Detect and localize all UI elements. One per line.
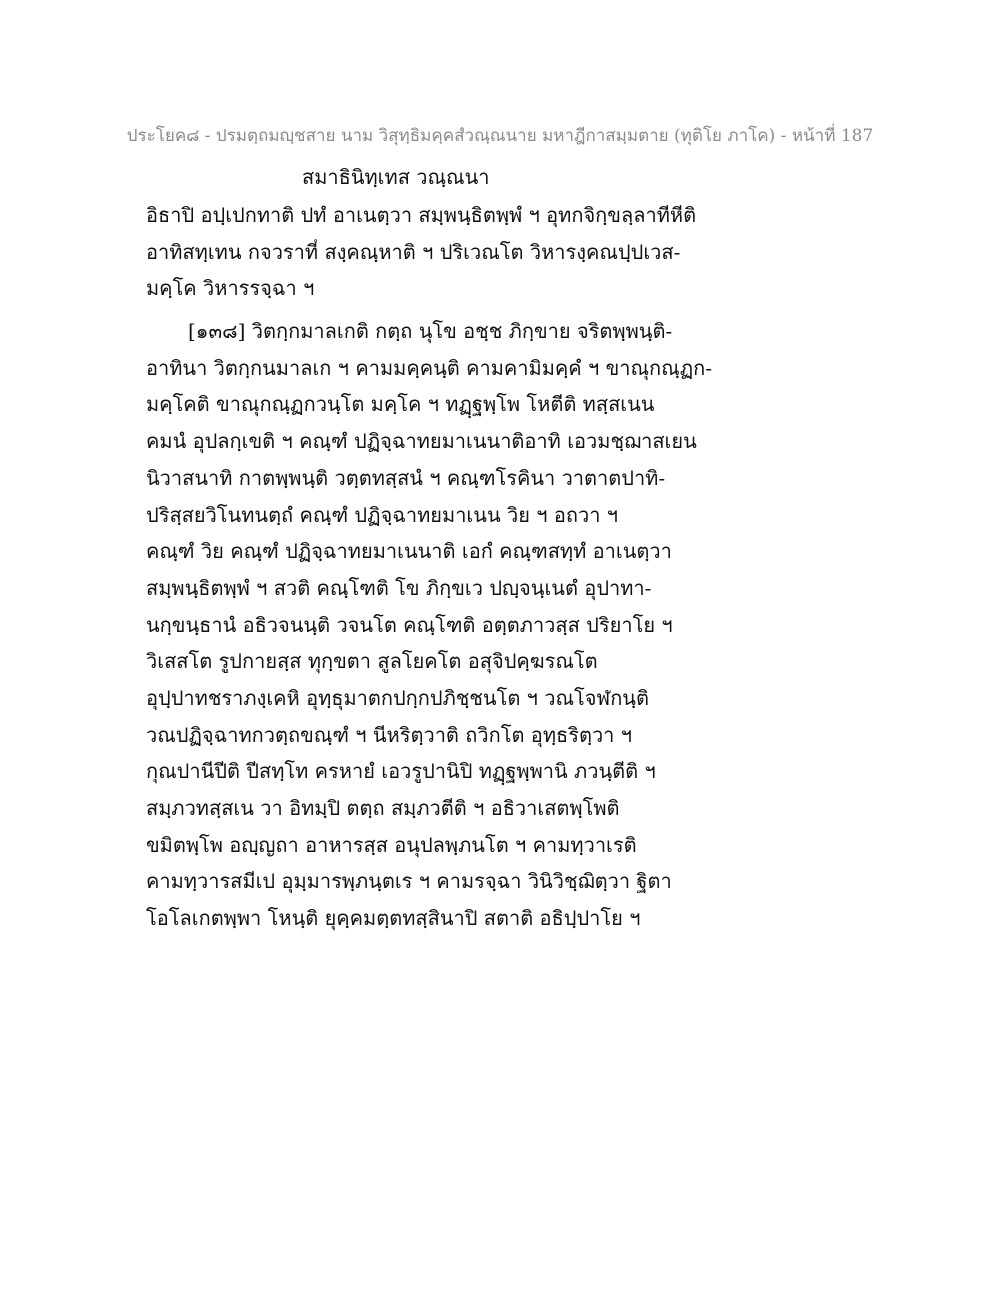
text-line: สมฺภวทสฺสเน วา อิทมฺปิ ตตฺถ สมฺภวตีติ ฯ อธิวาเสตพฺโพติ	[146, 796, 620, 820]
text-line: คมนํ อุปลกฺเขติ ฯ คณฺฑํ ปฏิจฺฉาทยมาเนนาติอาทิ เอวมชฺฌาสเยน	[146, 429, 697, 454]
text-line: คณฺฑํ วิย คณฺฑํ ปฏิจฺฉาทยมาเนนาติ เอกํ คณฺฑสทฺทํ อาเนตฺวา	[146, 539, 672, 564]
text-line: วิเสสโต รูปกายสฺส ทุกฺขตา สูลโยคโต อสุจิปคฺฆรณโต	[146, 649, 598, 674]
text-line: มคฺโคติ ขาณุกณฺฏกวนฺโต มคฺโค ฯ ทฏฺฐพฺโพ โหตีติ ทสฺสเนน	[146, 392, 655, 417]
text-line: วณปฏิจฺฉาทกวตฺถขณฺฑํ ฯ นีหริตฺวาติ ถวิกโต อุทฺธริตฺวา ฯ	[146, 722, 632, 747]
text-line: อิธาปิ อปฺเปกทาติ ปทํ อาเนตฺวา สมฺพนฺธิตพฺพํ ฯ อุทกจิกฺขลฺลาทีหีติ	[146, 203, 697, 227]
page-running-header: ประโยค๘ - ปรมตฺถมญฺชสาย นาม วิสุทฺธิมคฺคสํวณฺณนาย มหาฎีกาสมฺมตาย (ทุติโย ภาโค) - หน้าที่ 187	[126, 126, 874, 146]
paragraph-138-first-line: [๑๓๘] วิตกฺกมาลเกติ กตฺถ นุโข อชฺช ภิกฺขาย จริตพฺพนฺติ-	[188, 319, 673, 344]
text-line: มคฺโค วิหารรจฺฉา ฯ	[146, 276, 315, 301]
text-line: กุณปานีปีติ ปีสทฺโท ครหายํ เอวรูปานิปิ ทฏฺฐพฺพานิ ภวนฺตีติ ฯ	[146, 759, 656, 784]
text-line: อาทิสทฺเทน กจวราทีํ สงฺคณฺหาติ ฯ ปริเวณโต วิหารงฺคณปฺปเวส-	[146, 239, 681, 264]
text-line: นกฺขนฺธานํ อธิวจนนฺติ วจนโต คณฺโฑติ อตฺตภาวสฺส ปริยาโย ฯ	[146, 612, 673, 637]
text-line: คามทฺวารสมีเป อุมฺมารพฺภนฺตเร ฯ คามรจฺฉา วินิวิชฺฌิตฺวา ฐิตา	[146, 869, 672, 894]
text-line: โอโลเกตพฺพา โหนฺติ ยุคฺคมตฺตทสฺสินาปิ สตาติ อธิปฺปาโย ฯ	[146, 906, 641, 931]
text-line: สมฺพนฺธิตพฺพํ ฯ สวติ คณฺโฑติ โข ภิกฺขเว ปญฺจนฺเนตํ อุปาทา-	[146, 575, 652, 600]
body-text	[146, 197, 866, 937]
text-line: อุปฺปาทชราภงฺเคหิ อุทฺธุมาตกปกฺกปภิชฺชนโต ฯ วณโจฬกนฺติ	[146, 685, 649, 710]
section-title: สมาธินิทฺเทส วณฺณนา	[302, 165, 490, 189]
text-line: ปริสฺสยวิโนทนตฺถํ คณฺฑํ ปฏิจฺฉาทยมาเนน วิย ฯ อถวา ฯ	[146, 502, 619, 527]
text-line: ขมิตพฺโพ อญฺญถา อาหารสฺส อนุปลพฺภนโต ฯ คามทฺวาเรติ	[146, 832, 637, 857]
text-line: อาทินา วิตกฺกนมาลเก ฯ คามมคฺคนฺติ คามคามิมคฺคํ ฯ ขาณุกณฺฏก-	[146, 355, 712, 380]
text-line: นิวาสนาทิ กาตพฺพนฺติ วตฺตทสฺสนํ ฯ คณฺฑโรคินา วาตาตปาทิ-	[146, 465, 666, 490]
